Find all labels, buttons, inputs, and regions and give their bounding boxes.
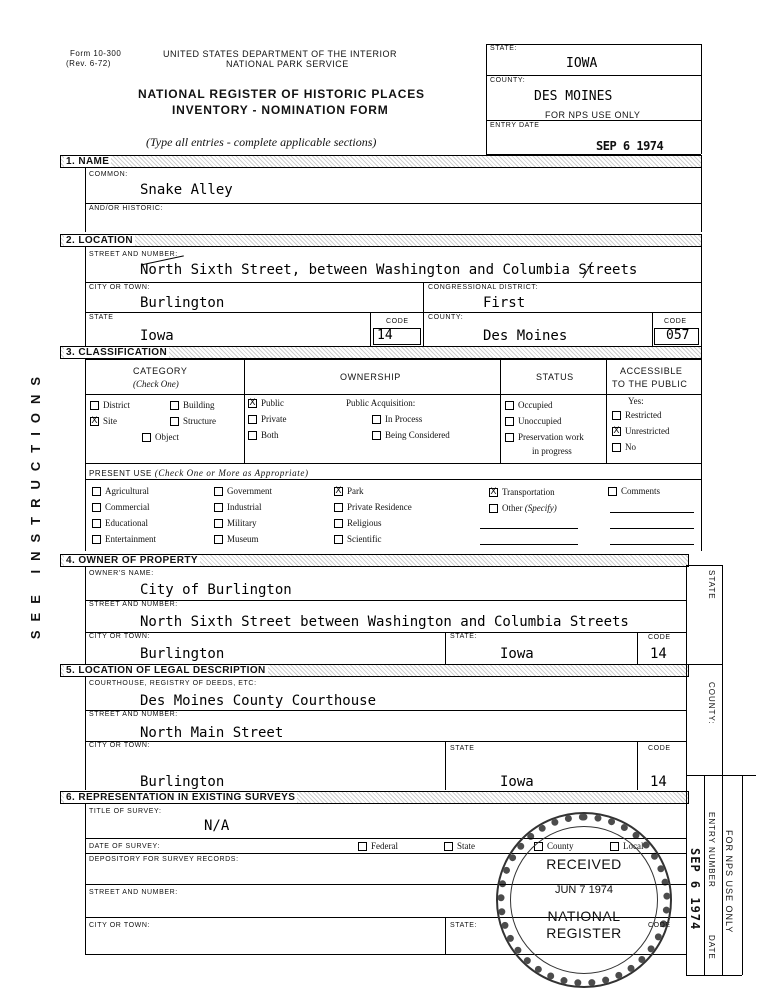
form-number: Form 10-300 [70,49,122,58]
location-city-label: CITY OR TOWN: [89,284,151,291]
stamp-received: RECEIVED [546,856,622,872]
public-acquisition-label: Public Acquisition: [346,398,416,408]
common-name-value: Snake Alley [140,182,233,198]
legal-city-value: Burlington [140,774,225,790]
margin-entry-stamp: SEP 6 1974 [688,848,702,931]
section-2-header: 2. LOCATION [60,234,702,247]
margin-nps-only-label: FOR NPS USE ONLY [724,830,734,934]
section-3-header: 3. CLASSIFICATION [60,346,702,359]
other-checkbox[interactable]: Other (Specify) [489,503,557,513]
entertainment-checkbox[interactable]: Entertainment [92,534,156,544]
county-code-label: CODE [664,318,687,325]
military-checkbox[interactable]: Military [214,518,257,528]
district-checkbox[interactable]: District [90,400,130,410]
present-use-label: PRESENT USE (Check One or More as Appropriate) [89,468,309,478]
ownership-header: OWNERSHIP [340,372,401,382]
government-checkbox[interactable]: Government [214,486,272,496]
nps-use-only: FOR NPS USE ONLY [545,110,641,120]
stamp-register: REGISTER [546,925,622,941]
structure-checkbox[interactable]: Structure [170,416,216,426]
section-5-header: 5. LOCATION OF LEGAL DESCRIPTION [60,664,689,677]
park-checkbox[interactable]: X Park [335,486,364,497]
restricted-checkbox[interactable]: Restricted [612,410,662,420]
depository-city-label: CITY OR TOWN: [89,922,151,929]
unrestricted-checkbox[interactable]: X Unrestricted [613,426,670,437]
congressional-district-value: First [483,295,526,311]
location-state-value: Iowa [140,328,174,344]
depository-code-label: CODE [648,922,671,929]
courthouse-value: Des Moines County Courthouse [140,693,377,709]
entry-date-stamp: SEP 6 1974 [596,139,664,153]
commercial-checkbox[interactable]: Commercial [92,502,150,512]
status-header: STATUS [536,372,574,382]
form-title-line2: INVENTORY - NOMINATION FORM [172,103,389,117]
owner-code-value: 14 [650,646,667,662]
survey-date-label: DATE OF SURVEY: [89,843,160,850]
industrial-checkbox[interactable]: Industrial [214,502,262,512]
accessible-header-2: TO THE PUBLIC [612,379,688,389]
occupied-checkbox[interactable]: Occupied [505,400,552,410]
owner-code-label: CODE [648,634,671,641]
state-checkbox[interactable]: State [444,841,475,851]
section-6-header: 6. REPRESENTATION IN EXISTING SURVEYS [60,791,689,804]
transportation-checkbox[interactable]: X Transportation [490,487,555,498]
preservation-checkbox[interactable]: Preservation work [505,432,584,442]
comments-checkbox[interactable]: Comments [608,486,660,496]
form-title-line1: NATIONAL REGISTER OF HISTORIC PLACES [138,87,425,101]
both-checkbox[interactable]: Both [248,430,279,440]
in-process-checkbox[interactable]: In Process [372,414,422,424]
entry-date-label: ENTRY DATE [490,122,540,129]
section-1-header: 1. NAME [60,155,702,168]
location-county-label: COUNTY: [428,314,464,321]
county-checkbox[interactable]: County [534,841,574,851]
form-instructions: (Type all entries - complete applicable sections) [146,135,377,149]
stamp-date: JUN 7 1974 [554,884,614,896]
location-city-value: Burlington [140,295,225,311]
survey-title-value: N/A [204,818,230,834]
building-checkbox[interactable]: Building [170,400,215,410]
legal-state-value: Iowa [500,774,534,790]
site-checkbox[interactable]: X Site [91,416,118,427]
owner-street-value: North Sixth Street between Washington and Columbia Streets [140,614,629,630]
courthouse-label: COURTHOUSE, REGISTRY OF DEEDS, ETC: [89,680,257,687]
legal-city-label: CITY OR TOWN: [89,742,151,749]
location-state-label: STATE [89,314,114,321]
owner-street-label: STREET AND NUMBER: [89,601,178,608]
owner-name-value: City of Burlington [140,582,292,598]
local-checkbox[interactable]: Local [610,841,644,851]
owner-name-label: OWNER'S NAME: [89,570,154,577]
margin-date-label: DATE [707,935,716,960]
federal-checkbox[interactable]: Federal [358,841,398,851]
congressional-district-label: CONGRESSIONAL DISTRICT: [428,284,538,291]
owner-city-value: Burlington [140,646,225,662]
religious-checkbox[interactable]: Religious [334,518,382,528]
accessible-header-1: ACCESSIBLE [620,366,683,376]
state-code-value: 14 [377,328,393,343]
survey-title-label: TITLE OF SURVEY: [89,808,162,815]
depository-street-label: STREET AND NUMBER: [89,889,178,896]
legal-state-label: STATE [450,745,475,752]
public-checkbox[interactable]: X Public [249,398,285,409]
common-name-label: COMMON: [89,171,128,178]
nps-county-value: DES MOINES [534,89,613,104]
category-header: CATEGORY [133,366,188,376]
county-code-value: 057 [666,328,690,343]
nps-state-label: STATE: [490,45,518,52]
legal-code-value: 14 [650,774,667,790]
owner-state-label: STATE: [450,633,478,640]
margin-county-label: COUNTY: [707,682,716,725]
scientific-checkbox[interactable]: Scientific [334,534,382,544]
being-considered-checkbox[interactable]: Being Considered [372,430,450,440]
depository-state-label: STATE: [450,922,478,929]
private-checkbox[interactable]: Private [248,414,287,424]
location-street-label: STREET AND NUMBER: [89,251,178,258]
nps-county-label: COUNTY: [490,77,526,84]
section-4-header: 4. OWNER OF PROPERTY [60,554,689,567]
museum-checkbox[interactable]: Museum [214,534,259,544]
historic-name-label: AND/OR HISTORIC: [89,205,164,212]
nps-state-value: IOWA [566,56,598,71]
owner-state-value: Iowa [500,646,534,662]
form-revision: (Rev. 6-72) [66,59,111,68]
legal-street-label: STREET AND NUMBER: [89,711,178,718]
unoccupied-checkbox[interactable]: Unoccupied [505,416,561,426]
legal-code-label: CODE [648,745,671,752]
service-name: NATIONAL PARK SERVICE [226,59,349,69]
margin-state-label: STATE [707,570,716,600]
department-name: UNITED STATES DEPARTMENT OF THE INTERIOR [163,49,398,59]
depository-label: DEPOSITORY FOR SURVEY RECORDS: [89,856,239,863]
location-county-value: Des Moines [483,328,568,344]
preservation-in-progress: in progress [532,446,572,456]
received-stamp [496,812,672,988]
legal-street-value: North Main Street [140,725,284,741]
margin-entry-number-label: ENTRY NUMBER [707,812,716,888]
object-checkbox[interactable]: Object [142,432,179,442]
location-street-value: North Sixth Street, between Washington and Columbia Streets [140,262,637,278]
no-checkbox[interactable]: No [612,442,636,452]
category-check-one: (Check One) [133,379,179,389]
educational-checkbox[interactable]: Educational [92,518,148,528]
stamp-national: NATIONAL [547,908,621,924]
see-instructions-side-text: SEE INSTRUCTIONS [28,368,43,640]
agricultural-checkbox[interactable]: Agricultural [92,486,149,496]
owner-city-label: CITY OR TOWN: [89,633,151,640]
accessible-yes-label: Yes: [628,396,644,406]
private-residence-checkbox[interactable]: Private Residence [334,502,412,512]
state-code-label: CODE [386,318,409,325]
